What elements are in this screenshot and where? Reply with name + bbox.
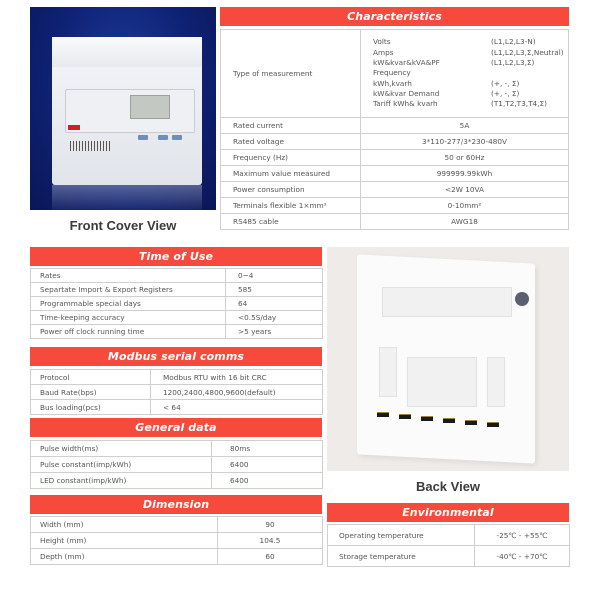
table-row: [31, 283, 323, 297]
row-label: RS485 cable: [221, 214, 361, 230]
front-cover-photo: [30, 7, 216, 210]
row-value: 80ms: [212, 441, 323, 457]
measurement-item: Amps: [373, 47, 394, 57]
time-of-use-header: Time of Use: [30, 247, 322, 266]
table-row: [31, 311, 323, 325]
row-label: Storage temperature: [328, 546, 475, 567]
modbus-table: [30, 369, 323, 415]
table-row: [221, 150, 569, 166]
terminal-icon: [399, 414, 411, 419]
battery-icon: [515, 292, 529, 306]
table-row: [221, 166, 569, 182]
row-label: Time-keeping accuracy: [31, 311, 226, 325]
row-value: <0.5S/day: [226, 311, 323, 325]
dimension-table: [30, 516, 323, 565]
table-row: [221, 214, 569, 230]
meter-button-icon: [172, 135, 182, 140]
row-label: Pulse constant(imp/kWh): [31, 457, 212, 473]
meter-barcode: [70, 141, 110, 151]
row-label: Width (mm): [31, 517, 218, 533]
row-label: Depth (mm): [31, 549, 218, 565]
row-value: 104.5: [218, 533, 323, 549]
table-row: [31, 549, 323, 565]
row-label: Terminals flexible 1×mm²: [221, 198, 361, 214]
row-label: Height (mm): [31, 533, 218, 549]
row-label: Rated voltage: [221, 134, 361, 150]
terminal-icon: [465, 420, 477, 425]
row-label: Frequency (Hz): [221, 150, 361, 166]
measurement-scope: (L1,L2,L3,Σ,Neutral): [491, 47, 564, 57]
meter-rear-recess: [407, 357, 477, 407]
row-value: < 64: [151, 400, 323, 415]
environmental-header: Environmental: [327, 503, 569, 522]
meter-lcd-display: [130, 95, 170, 119]
row-value: 50 or 60Hz: [361, 150, 569, 166]
measurement-item: kW&kvar&kVA&PF: [373, 58, 440, 68]
row-value: <2W 10VA: [361, 182, 569, 198]
meter-rear-rail: [382, 287, 512, 317]
terminal-icon: [421, 416, 433, 421]
measurement-scope: (L1,L2,L3,Σ): [491, 58, 535, 68]
row-value: 60: [218, 549, 323, 565]
measurement-item: kW&kvar Demand: [373, 88, 440, 98]
table-row: [31, 533, 323, 549]
table-row: [221, 198, 569, 214]
table-row: [328, 525, 570, 546]
row-value: 0~4: [226, 269, 323, 283]
general-data-table: [30, 440, 323, 489]
row-value: Modbus RTU with 16 bit CRC: [151, 370, 323, 385]
table-row: [31, 441, 323, 457]
measurement-label: Type of measurement: [221, 30, 361, 118]
measurement-scope: (+, -, Σ): [491, 78, 520, 88]
measurement-scope: (L1,L2,L3-N): [491, 37, 536, 47]
table-row: [31, 473, 323, 489]
row-value: -40℃ - +70℃: [475, 546, 570, 567]
measurement-item: Frequency: [373, 68, 411, 78]
row-value: >5 years: [226, 325, 323, 339]
time-of-use-table: [30, 268, 323, 339]
row-value: 3*110-277/3*230-480V: [361, 134, 569, 150]
back-view-photo: [327, 247, 569, 471]
meter-reflection: [52, 185, 202, 210]
row-value: 6400: [212, 473, 323, 489]
row-label: Rated current: [221, 118, 361, 134]
row-label: Operating temperature: [328, 525, 475, 546]
row-value: 585: [226, 283, 323, 297]
measurement-item: Volts: [373, 37, 391, 47]
row-value: -25℃ - +55℃: [475, 525, 570, 546]
table-row: [221, 30, 569, 118]
row-label: Rates: [31, 269, 226, 283]
meter-rear-clip: [379, 347, 397, 397]
row-value: 999999.99kWh: [361, 166, 569, 182]
environmental-table: [327, 524, 570, 567]
row-label: Baud Rate(bps): [31, 385, 151, 400]
table-row: [221, 182, 569, 198]
row-label: Pulse width(ms): [31, 441, 212, 457]
table-row: [31, 370, 323, 385]
back-view-caption: Back View: [415, 479, 481, 494]
measurement-scope: [491, 68, 564, 78]
table-row: [328, 546, 570, 567]
modbus-header: Modbus serial comms: [30, 347, 322, 366]
meter-button-icon: [138, 135, 148, 140]
measurement-list: [361, 30, 569, 118]
row-value: 90: [218, 517, 323, 533]
row-value: 1200,2400,4800,9600(default): [151, 385, 323, 400]
table-row: [221, 134, 569, 150]
measurement-item: Tariff kWh& kvarh: [373, 99, 438, 109]
table-row: [31, 325, 323, 339]
row-label: Bus loading(pcs): [31, 400, 151, 415]
row-value: 0-10mm²: [361, 198, 569, 214]
row-value: 64: [226, 297, 323, 311]
table-row: [31, 400, 323, 415]
row-label: Power consumption: [221, 182, 361, 198]
row-label: Maximum value measured: [221, 166, 361, 182]
dimension-header: Dimension: [30, 495, 322, 514]
terminal-icon: [487, 422, 499, 427]
table-row: [31, 269, 323, 283]
meter-rear-clip: [487, 357, 505, 407]
row-label: Protocol: [31, 370, 151, 385]
table-row: [31, 297, 323, 311]
measurement-scope: (+, -, Σ): [491, 88, 520, 98]
measurement-item: kWh,kvarh: [373, 78, 412, 88]
row-label: Separtate Import & Export Registers: [31, 283, 226, 297]
characteristics-header: Characteristics: [220, 7, 569, 26]
meter-top-cover: [52, 37, 202, 67]
row-label: Programmable special days: [31, 297, 226, 311]
measurement-scope: (T1,T2,T3,T4,Σ): [491, 99, 547, 109]
general-data-header: General data: [30, 418, 322, 437]
terminal-icon: [377, 412, 389, 417]
row-value: 6400: [212, 457, 323, 473]
row-label: Power off clock running time: [31, 325, 226, 339]
table-row: [31, 457, 323, 473]
table-row: [221, 118, 569, 134]
row-value: 5A: [361, 118, 569, 134]
front-cover-caption: Front Cover View: [69, 218, 177, 233]
meter-button-icon: [158, 135, 168, 140]
characteristics-table: [220, 29, 569, 230]
row-label: LED constant(imp/kWh): [31, 473, 212, 489]
row-value: AWG18: [361, 214, 569, 230]
table-row: [31, 517, 323, 533]
table-row: [31, 385, 323, 400]
terminal-icon: [443, 418, 455, 423]
meter-brand-logo: [68, 125, 80, 130]
